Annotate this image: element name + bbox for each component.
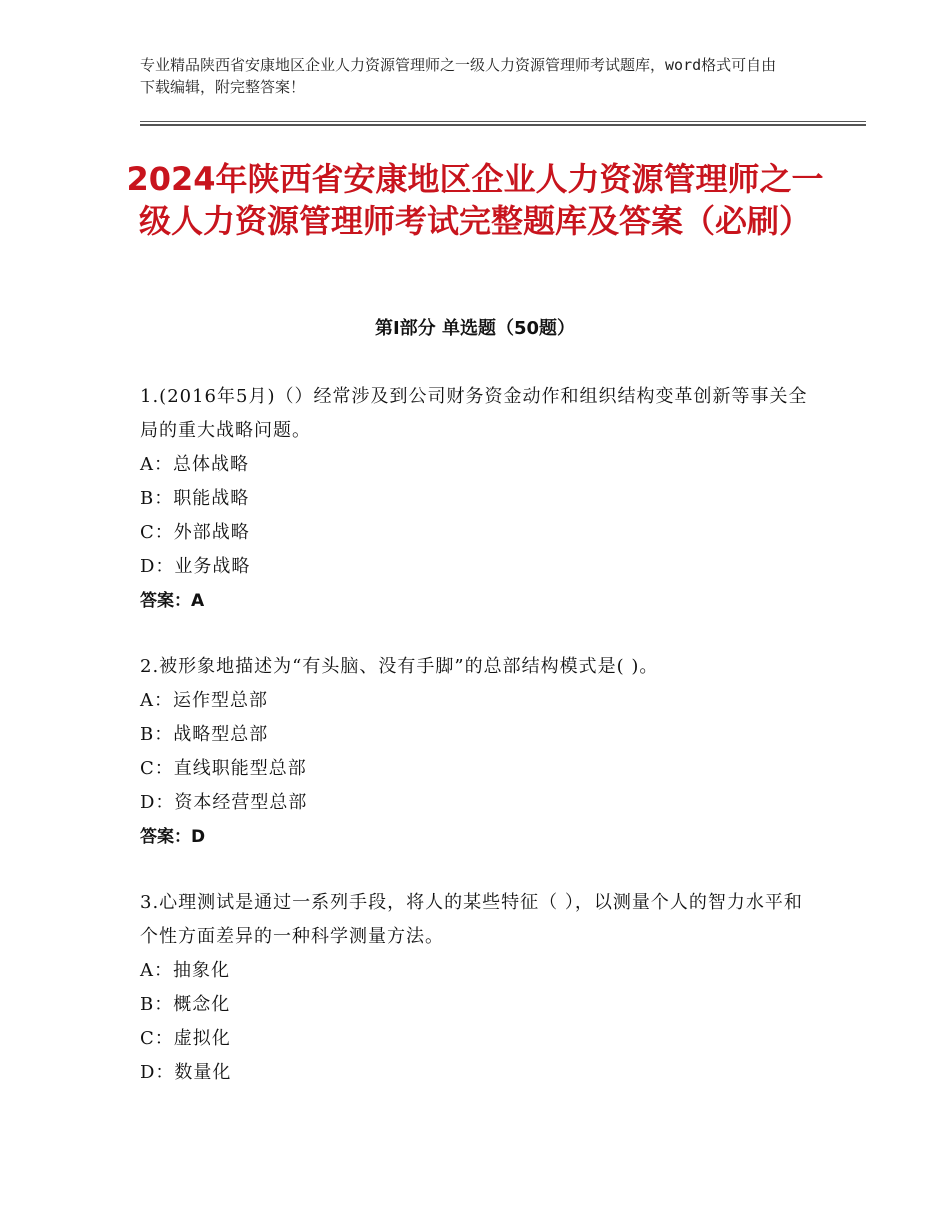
option-d: D：业务战略 [140, 556, 251, 577]
option-d: D：数量化 [140, 1062, 232, 1083]
option-c: C：外部战略 [140, 522, 250, 543]
section-title: 第Ⅰ部分 单选题（50题） [374, 318, 575, 339]
option-a: A：运作型总部 [140, 690, 268, 711]
question-3 [140, 886, 820, 1090]
answer: 答案：A [140, 591, 205, 611]
question-stem: 2.被形象地描述为“有头脑、没有手脚”的总部结构模式是( )。 [140, 656, 659, 677]
question-stem: 1.(2016年5月)（）经常涉及到公司财务资金动作和组织结构变革创新等事关全局的重大战略问题。 [140, 386, 808, 441]
option-b: B：职能战略 [140, 488, 250, 509]
option-a: A：总体战略 [140, 454, 249, 475]
question-list [140, 380, 820, 1122]
question-2 [140, 650, 820, 854]
document-title: 2024年陕西省安康地区企业人力资源管理师之一级人力资源管理师考试完整题库及答案（必刷） [126, 160, 824, 240]
answer: 答案：D [140, 827, 206, 847]
option-a: A：抽象化 [140, 960, 230, 981]
question-1 [140, 380, 820, 618]
header-divider [140, 121, 866, 122]
header-divider-bold [140, 124, 866, 126]
question-stem: 3.心理测试是通过一系列手段，将人的某些特征（ ），以测量个人的智力水平和个性方面差异的一种科学测量方法。 [140, 892, 803, 947]
option-b: B：概念化 [140, 994, 231, 1015]
option-d: D：资本经营型总部 [140, 792, 308, 813]
option-c: C：虚拟化 [140, 1028, 231, 1049]
option-c: C：直线职能型总部 [140, 758, 307, 779]
option-b: B：战略型总部 [140, 724, 269, 745]
page-header: 专业精品陕西省安康地区企业人力资源管理师之一级人力资源管理师考试题库，word格式可自由下载编辑，附完整答案！ [140, 56, 777, 96]
